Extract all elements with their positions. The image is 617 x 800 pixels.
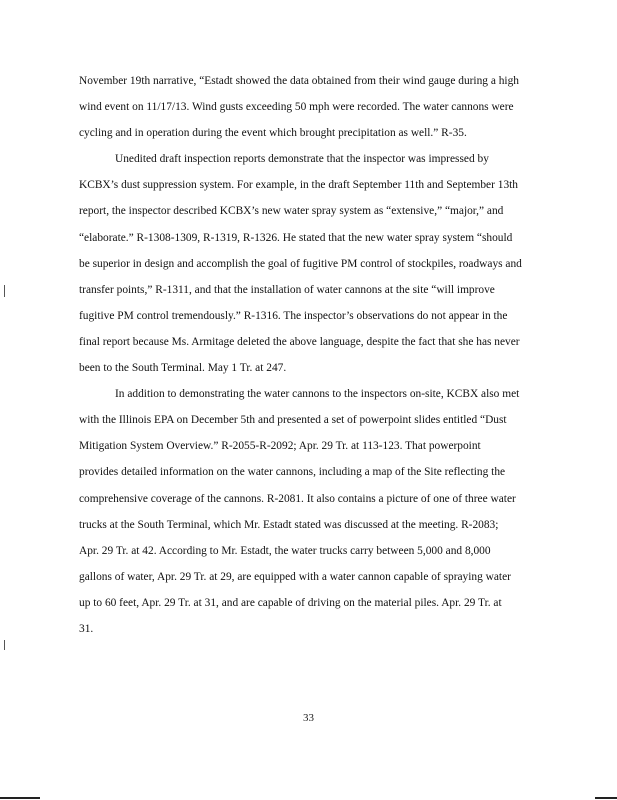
text-line: comprehensive coverage of the cannons. R-2081. It also contains a picture of one of three water [79, 492, 516, 505]
scan-margin-mark [4, 285, 5, 297]
text-line: with the Illinois EPA on December 5th and presented a set of powerpoint slides entitled “Dust [79, 414, 507, 427]
text-line: up to 60 feet, Apr. 29 Tr. at 31, and are capable of driving on the material piles. Apr. 29 Tr. at [79, 596, 502, 609]
text-line: been to the South Terminal. May 1 Tr. at 247. [79, 362, 287, 375]
text-line: “elaborate.” R-1308-1309, R-1319, R-1326. He stated that the new water spray system “should [79, 231, 513, 244]
text-line: Unedited draft inspection reports demonstrate that the inspector was impressed by [115, 153, 489, 166]
body-text [79, 68, 547, 642]
page-number: 33 [303, 712, 314, 724]
text-line: cycling and in operation during the event which brought precipitation as well.” R-35. [79, 127, 467, 140]
text-line: wind event on 11/17/13. Wind gusts exceeding 50 mph were recorded. The water cannons were [79, 101, 514, 114]
text-line: provides detailed information on the water cannons, including a map of the Site reflecting the [79, 466, 506, 479]
paragraph-2 [79, 146, 547, 381]
text-line: trucks at the South Terminal, which Mr. Estadt stated was discussed at the meeting. R-2083; [79, 518, 499, 531]
text-line: be superior in design and accomplish the goal of fugitive PM control of stockpiles, roadways and [79, 257, 522, 270]
text-line: report, the inspector described KCBX’s new water spray system as “extensive,” “major,” and [79, 205, 504, 218]
text-line: final report because Ms. Armitage deleted the above language, despite the fact that she has never [79, 335, 520, 348]
text-line: gallons of water, Apr. 29 Tr. at 29, are equipped with a water cannon capable of spraying water [79, 570, 511, 583]
text-line: Mitigation System Overview.” R-2055-R-2092; Apr. 29 Tr. at 113-123. That powerpoint [79, 440, 481, 453]
text-line: November 19th narrative, “Estadt showed the data obtained from their wind gauge during a high [79, 75, 519, 87]
text-line: transfer points,” R-1311, and that the installation of water cannons at the site “will improve [79, 283, 495, 296]
scan-edge-mark [595, 797, 617, 799]
paragraph-1 [79, 68, 547, 146]
text-line: fugitive PM control tremendously.” R-1316. The inspector’s observations do not appear in the [79, 309, 508, 322]
scan-edge-mark [0, 797, 40, 799]
paragraph-3 [79, 381, 547, 642]
text-line: In addition to demonstrating the water cannons to the inspectors on-site, KCBX also met [115, 388, 520, 401]
text-line: 31. [79, 622, 94, 635]
text-line: Apr. 29 Tr. at 42. According to Mr. Estadt, the water trucks carry between 5,000 and 8,000 [79, 544, 491, 557]
text-line: KCBX’s dust suppression system. For example, in the draft September 11th and September 13th [79, 179, 519, 192]
scan-margin-mark [4, 640, 5, 650]
